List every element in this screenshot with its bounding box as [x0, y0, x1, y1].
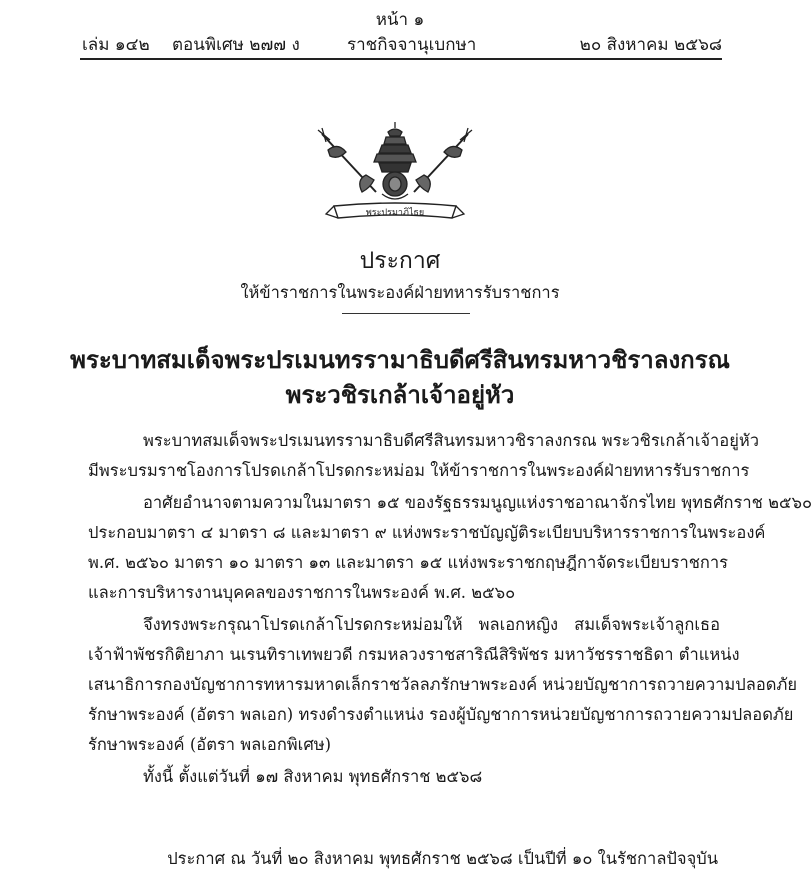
para4-line: ทั้งนี้ ตั้งแต่วันที่ ๑๗ สิงหาคม พุทธศักราช ๒๕๖๘ — [143, 767, 483, 786]
para2-line: พ.ศ. ๒๕๖๐ มาตรา ๑๐ มาตรา ๑๓ และมาตรา ๑๕ แห่งพระราชกฤษฎีกาจัดระเบียบราชการ — [88, 553, 729, 572]
volume-label: เล่ม ๑๔๒ — [82, 35, 150, 55]
body-text — [88, 427, 812, 793]
announcement-subtitle: ให้ข้าราชการในพระองค์ฝ่ายทหารรับราชการ — [240, 283, 560, 302]
given-date-line: ประกาศ ณ วันที่ ๒๐ สิงหาคม พุทธศักราช ๒๕๖๘ เป็นปีที่ ๑๐ ในรัชกาลปัจจุบัน — [167, 849, 718, 868]
para3-line: เสนาธิการกองบัญชาการทหารมหาดเล็กราชวัลลภรักษาพระองค์ หน่วยบัญชาการถวายความปลอดภัย — [88, 675, 797, 694]
para3-line: เจ้าฟ้าพัชรกิติยาภา นเรนทิราเทพยวดี กรมหลวงราชสาริณีสิริพัชร มหาวัชรราชธิดา ตำแหน่ง — [88, 645, 740, 664]
para3-line: จึงทรงพระกรุณาโปรดเกล้าโปรดกระหม่อมให้ พลเอกหญิง สมเด็จพระเจ้าลูกเธอ — [143, 615, 720, 634]
para2-line: ประกอบมาตรา ๔ มาตรา ๘ และมาตรา ๙ แห่งพระราชบัญญัติระเบียบบริหารราชการในพระองค์ — [88, 523, 766, 542]
royal-name-line1: พระบาทสมเด็จพระปรเมนทรรามาธิบดีศรีสินทรมหาวชิราลงกรณ — [70, 345, 730, 374]
para2-line: อาศัยอำนาจตามความในมาตรา ๑๕ ของรัฐธรรมนูญแห่งราชอาณาจักรไทย พุทธศักราช ๒๕๖๐ — [143, 493, 812, 512]
garuda-emblem-icon — [316, 120, 474, 226]
title-divider — [342, 313, 470, 314]
publication-date: ๒๐ สิงหาคม ๒๕๖๘ — [579, 35, 722, 55]
para2-line: และการบริหารงานบุคคลของราชการในพระองค์ พ.ศ. ๒๕๖๐ — [88, 583, 516, 602]
publication-name: ราชกิจจานุเบกษา — [347, 35, 477, 55]
para3-line: รักษาพระองค์ (อัตรา พลเอก) ทรงดำรงตำแหน่ง รองผู้บัญชาการหน่วยบัญชาการถวายความปลอดภัย — [88, 705, 794, 724]
announcement-title: ประกาศ — [359, 248, 441, 274]
emblem-banner-text: พระปรมาภิไธย — [365, 208, 425, 218]
para1-line: มีพระบรมราชโองการโปรดเกล้าโปรดกระหม่อม ให้ข้าราชการในพระองค์ฝ่ายทหารรับราชการ — [88, 461, 750, 480]
header-divider — [80, 58, 722, 60]
section-label: ตอนพิเศษ ๒๗๗ ง — [172, 35, 300, 55]
royal-name-line2: พระวชิรเกล้าเจ้าอยู่หัว — [285, 380, 515, 409]
para3-line: รักษาพระองค์ (อัตรา พลเอกพิเศษ) — [88, 735, 332, 754]
para1-line: พระบาทสมเด็จพระปรเมนทรรามาธิบดีศรีสินทรมหาวชิราลงกรณ พระวชิรเกล้าเจ้าอยู่หัว — [143, 431, 760, 450]
page-number: หน้า ๑ — [375, 10, 425, 30]
